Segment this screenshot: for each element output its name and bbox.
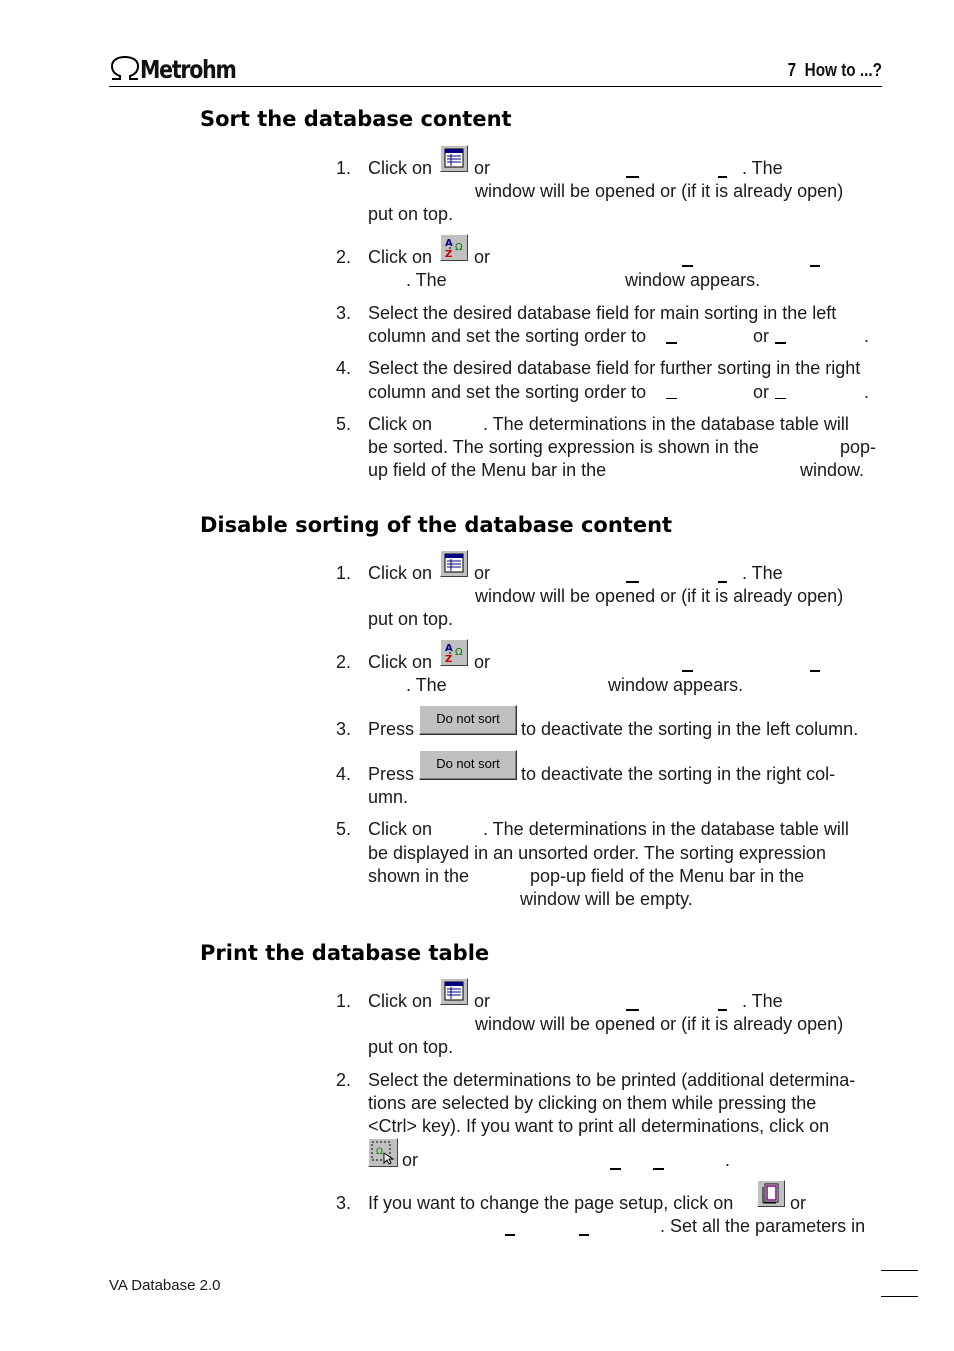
step-text: Press [368, 719, 415, 739]
step-text: . [864, 326, 870, 346]
step-number: 3. [336, 1193, 352, 1213]
step-text: or [474, 563, 491, 583]
header-rule [109, 86, 882, 87]
step-text: Select the determinations to be printed (additional determina- [368, 1070, 856, 1090]
section-title-sort: Sort the database content [200, 107, 512, 131]
svg-text:Z: Z [445, 654, 453, 665]
step-number: 3. [336, 719, 352, 739]
footer-rule [881, 1270, 918, 1271]
step-text: . [725, 1150, 731, 1170]
step-text: If you want to change the page setup, click on [368, 1193, 734, 1213]
step-text: column and set the sorting order to [368, 382, 647, 402]
step-number: 5. [336, 819, 352, 839]
step-text: Select the desired database field for further sorting in the right [368, 358, 861, 378]
step-text: pop-up field of the Menu bar in the [530, 866, 805, 886]
step-text: put on top. [368, 609, 454, 629]
step-text: window will be opened or (if it is already open) [475, 181, 844, 201]
menu-mnemonic-underline [505, 1234, 515, 1237]
step-text: or [474, 158, 491, 178]
section-title-disable-sort: Disable sorting of the database content [200, 513, 673, 537]
step-text: be displayed in an unsorted order. The sorting expression [368, 843, 826, 863]
menu-mnemonic-underline [718, 581, 727, 584]
step-number: 2. [336, 1070, 352, 1090]
step-text: umn. [368, 787, 409, 807]
step-text: . The [406, 675, 447, 695]
svg-text:Ω: Ω [455, 647, 463, 658]
step-text: shown in the [368, 866, 470, 886]
svg-text:A: A [445, 643, 453, 654]
step-text: put on top. [368, 1037, 454, 1057]
step-text: . The determinations in the database table will [483, 819, 849, 839]
step-number: 4. [336, 764, 352, 784]
step-text: . The [406, 270, 447, 290]
step-text: or [753, 326, 770, 346]
step-text: window will be opened or (if it is already open) [475, 1014, 844, 1034]
step-text: be sorted. The sorting expression is shown in the [368, 437, 759, 457]
step-text: window will be opened or (if it is already open) [475, 586, 844, 606]
svg-text:Ω: Ω [455, 242, 463, 253]
step-text: Click on [368, 158, 433, 178]
step-text: Select the desired database field for main sorting in the left [368, 303, 837, 323]
footer-rule [881, 1296, 918, 1297]
step-text: pop- [840, 437, 877, 457]
step-text: <Ctrl> key). If you want to print all determinations, click on [368, 1116, 830, 1136]
page-setup-icon [757, 1180, 785, 1207]
step-number: 1. [336, 991, 352, 1011]
step-text: to deactivate the sorting in the left column. [521, 719, 859, 739]
menu-mnemonic-underline [775, 398, 786, 400]
step-number: 5. [336, 414, 352, 434]
svg-text:Z: Z [445, 249, 453, 260]
svg-text:A: A [445, 238, 453, 249]
select-all-icon [368, 1138, 398, 1167]
database-table-icon [440, 978, 468, 1005]
step-number: 1. [336, 563, 352, 583]
step-text: up field of the Menu bar in the [368, 460, 607, 480]
step-text: window. [800, 460, 865, 480]
step-text: or [790, 1193, 807, 1213]
step-number: 2. [336, 652, 352, 672]
menu-mnemonic-underline [653, 1168, 664, 1171]
menu-mnemonic-underline [666, 342, 677, 345]
logo-text: Metrohm [140, 55, 236, 84]
step-text: . [864, 382, 870, 402]
menu-mnemonic-underline [775, 342, 786, 345]
step-text: . The [742, 991, 783, 1011]
step-number: 1. [336, 158, 352, 178]
menu-mnemonic-underline [682, 670, 693, 673]
footer-product: VA Database 2.0 [109, 1277, 221, 1294]
step-text: . The determinations in the database table will [483, 414, 849, 434]
step-text: window will be empty. [520, 889, 693, 909]
menu-mnemonic-underline [610, 1168, 621, 1171]
step-text: to deactivate the sorting in the right col- [521, 764, 836, 784]
database-table-icon [440, 550, 468, 577]
menu-mnemonic-underline [810, 670, 820, 673]
step-text: Click on [368, 652, 433, 672]
database-table-icon [440, 145, 468, 172]
section-title-print: Print the database table [200, 941, 490, 965]
sort-az-icon [440, 639, 468, 666]
step-text: window appears. [625, 270, 761, 290]
omega-logo-icon [109, 55, 141, 88]
step-text: Click on [368, 414, 433, 434]
svg-text:Ω: Ω [376, 1147, 383, 1157]
step-text: column and set the sorting order to [368, 326, 647, 346]
step-text: or [402, 1150, 419, 1170]
chapter-title: 7 How to ...? [787, 60, 882, 80]
step-text: tions are selected by clicking on them while pressing the [368, 1093, 817, 1113]
step-number: 4. [336, 358, 352, 378]
step-number: 2. [336, 247, 352, 267]
step-text: Press [368, 764, 415, 784]
menu-mnemonic-underline [626, 1009, 639, 1012]
step-text: or [753, 382, 770, 402]
menu-mnemonic-underline [579, 1234, 589, 1237]
step-text: or [474, 991, 491, 1011]
menu-mnemonic-underline [626, 581, 639, 584]
step-number: 3. [336, 303, 352, 323]
do-not-sort-button[interactable]: Do not sort [419, 705, 517, 735]
step-text: Click on [368, 991, 433, 1011]
menu-mnemonic-underline [718, 1009, 727, 1012]
step-text: window appears. [608, 675, 744, 695]
step-text: . Set all the parameters in [660, 1216, 866, 1236]
step-text: or [474, 247, 491, 267]
step-text: Click on [368, 819, 433, 839]
step-text: or [474, 652, 491, 672]
menu-mnemonic-underline [682, 265, 693, 268]
menu-mnemonic-underline [626, 176, 639, 179]
menu-mnemonic-underline [810, 265, 820, 268]
step-text: Click on [368, 247, 433, 267]
step-text: . The [742, 158, 783, 178]
sort-az-icon [440, 234, 468, 261]
step-text: put on top. [368, 204, 454, 224]
page-header [109, 55, 882, 88]
do-not-sort-button[interactable]: Do not sort [419, 750, 517, 780]
step-text: Click on [368, 563, 433, 583]
menu-mnemonic-underline [718, 176, 727, 179]
step-text: . The [742, 563, 783, 583]
menu-mnemonic-underline [666, 398, 677, 400]
